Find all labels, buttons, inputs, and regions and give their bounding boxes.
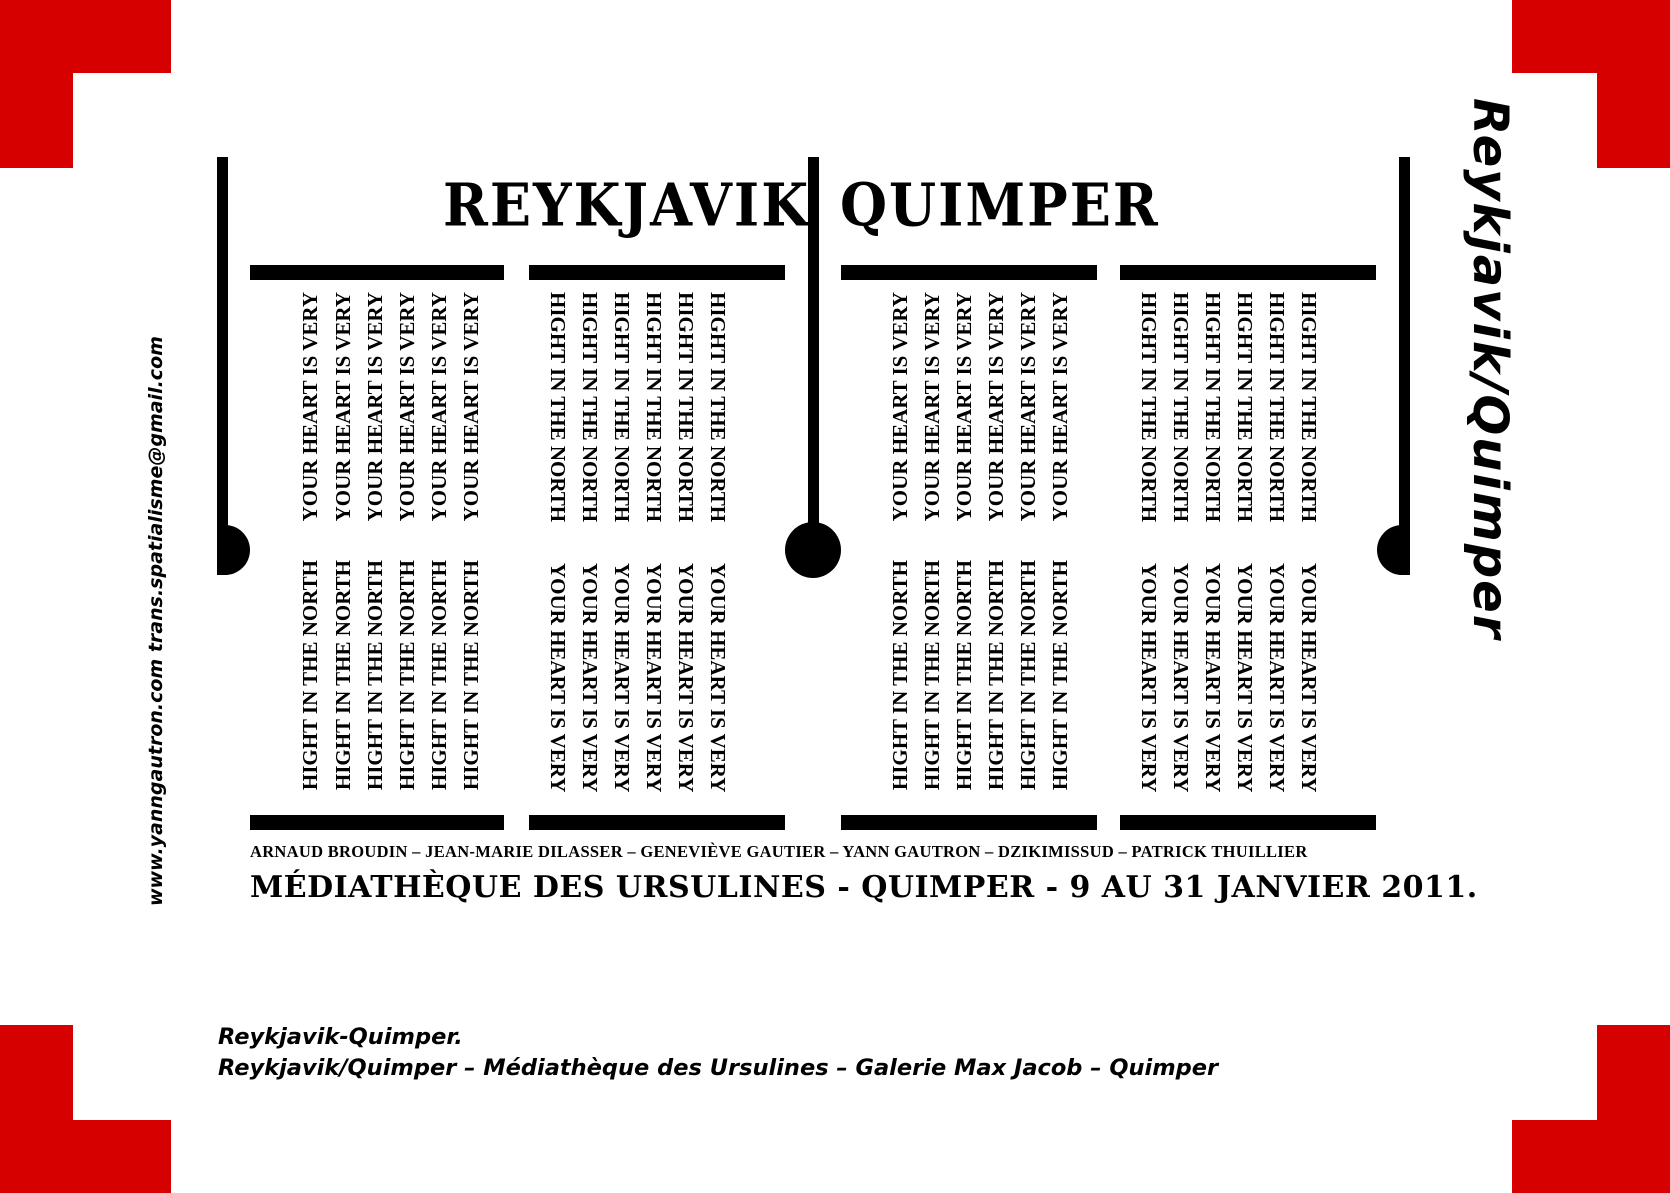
- panel-4-bottom-line: YOUR HEART IS VERY: [1265, 563, 1289, 793]
- panel-2-top-line: HIGHT IN THE NORTH: [578, 292, 602, 523]
- panel-1-top-line: YOUR HEART IS VERY: [363, 292, 387, 522]
- panel-1-top-line: YOUR HEART IS VERY: [427, 292, 451, 522]
- panel-2-bottom-line: YOUR HEART IS VERY: [546, 563, 570, 793]
- panel-1-top-line: YOUR HEART IS VERY: [298, 292, 322, 522]
- panel-4-bottom-line: YOUR HEART IS VERY: [1233, 563, 1257, 793]
- panel-1-top-line: YOUR HEART IS VERY: [395, 292, 419, 522]
- panel-1-top-line: YOUR HEART IS VERY: [331, 292, 355, 522]
- panel-3-top-line: YOUR HEART IS VERY: [952, 292, 976, 522]
- rule-dot-left: [200, 525, 250, 575]
- panel-3-top-line: YOUR HEART IS VERY: [888, 292, 912, 522]
- panel-3-bottom-line: HIGHT IN THE NORTH: [952, 560, 976, 791]
- panel-3-bottom-line: HIGHT IN THE NORTH: [888, 560, 912, 791]
- panel-1-bottom-line: HIGHT IN THE NORTH: [363, 560, 387, 791]
- panel-2-bottom-line: YOUR HEART IS VERY: [674, 563, 698, 793]
- panel-4-bottom-line: YOUR HEART IS VERY: [1297, 563, 1321, 793]
- panel-2-bottom-bar: [529, 815, 785, 830]
- panel-2-top-line: HIGHT IN THE NORTH: [706, 292, 730, 523]
- panel-3-top-bar: [841, 265, 1097, 280]
- panel-2-top-line: HIGHT IN THE NORTH: [546, 292, 570, 523]
- panel-4-bottom-line: YOUR HEART IS VERY: [1201, 563, 1225, 793]
- panel-3-bottom-bar: [841, 815, 1097, 830]
- panel-1-bottom-bar: [250, 815, 504, 830]
- panel-2-bottom-line: YOUR HEART IS VERY: [642, 563, 666, 793]
- side-title: Reykjavik/Quimper: [1462, 98, 1518, 641]
- panel-4-top-line: HIGHT IN THE NORTH: [1297, 292, 1321, 523]
- title-quimper: QUIMPER: [840, 169, 1160, 240]
- panel-3-top-line: YOUR HEART IS VERY: [920, 292, 944, 522]
- title-reykjavik: REYKJAVIK: [443, 169, 811, 240]
- panel-2-top-bar: [529, 265, 785, 280]
- artist-list: ARNAUD BROUDIN – JEAN-MARIE DILASSER – GENEVIÈVE GAUTIER – YANN GAUTRON – DZIKIMISSUD – PATRICK THUILLIER: [250, 842, 1308, 861]
- venue-dates: MÉDIATHÈQUE DES URSULINES - QUIMPER - 9 AU 31 JANVIER 2011.: [250, 870, 1478, 905]
- panel-2-bottom-line: YOUR HEART IS VERY: [578, 563, 602, 793]
- panel-4-top-line: HIGHT IN THE NORTH: [1265, 292, 1289, 523]
- panel-4-top-line: HIGHT IN THE NORTH: [1233, 292, 1257, 523]
- panel-4-bottom-bar: [1120, 815, 1376, 830]
- rule-dot-center: [785, 522, 841, 578]
- vertical-rule-right: [1399, 157, 1410, 575]
- panel-1-bottom-line: HIGHT IN THE NORTH: [459, 560, 483, 791]
- panel-3-bottom-line: HIGHT IN THE NORTH: [984, 560, 1008, 791]
- panel-2-bottom-line: YOUR HEART IS VERY: [706, 563, 730, 793]
- panel-3-bottom-line: HIGHT IN THE NORTH: [920, 560, 944, 791]
- panel-2-top-line: HIGHT IN THE NORTH: [674, 292, 698, 523]
- caption-line-2: Reykjavik/Quimper – Médiathèque des Ursulines – Galerie Max Jacob – Quimper: [218, 1055, 1219, 1081]
- panel-4-top-line: HIGHT IN THE NORTH: [1201, 292, 1225, 523]
- panel-4-bottom-line: YOUR HEART IS VERY: [1137, 563, 1161, 793]
- panel-1-bottom-line: HIGHT IN THE NORTH: [298, 560, 322, 791]
- panel-2-top-line: HIGHT IN THE NORTH: [642, 292, 666, 523]
- vertical-rule-left: [217, 157, 228, 575]
- panel-4-bottom-line: YOUR HEART IS VERY: [1169, 563, 1193, 793]
- contact-links: www.yanngautron.com trans.spatialisme@gmail.com: [145, 336, 167, 906]
- panel-3-top-line: YOUR HEART IS VERY: [984, 292, 1008, 522]
- panel-1-bottom-line: HIGHT IN THE NORTH: [427, 560, 451, 791]
- panel-3-top-line: YOUR HEART IS VERY: [1016, 292, 1040, 522]
- panel-2-top-line: HIGHT IN THE NORTH: [610, 292, 634, 523]
- panel-1-top-bar: [250, 265, 504, 280]
- panel-3-bottom-line: HIGHT IN THE NORTH: [1016, 560, 1040, 791]
- panel-1-top-line: YOUR HEART IS VERY: [459, 292, 483, 522]
- panel-1-bottom-line: HIGHT IN THE NORTH: [331, 560, 355, 791]
- panel-4-top-bar: [1120, 265, 1376, 280]
- panel-4-top-line: HIGHT IN THE NORTH: [1169, 292, 1193, 523]
- panel-3-top-line: YOUR HEART IS VERY: [1048, 292, 1072, 522]
- panel-2-bottom-line: YOUR HEART IS VERY: [610, 563, 634, 793]
- panel-3-bottom-line: HIGHT IN THE NORTH: [1048, 560, 1072, 791]
- panel-4-top-line: HIGHT IN THE NORTH: [1137, 292, 1161, 523]
- caption-line-1: Reykjavik-Quimper.: [218, 1024, 463, 1050]
- panel-1-bottom-line: HIGHT IN THE NORTH: [395, 560, 419, 791]
